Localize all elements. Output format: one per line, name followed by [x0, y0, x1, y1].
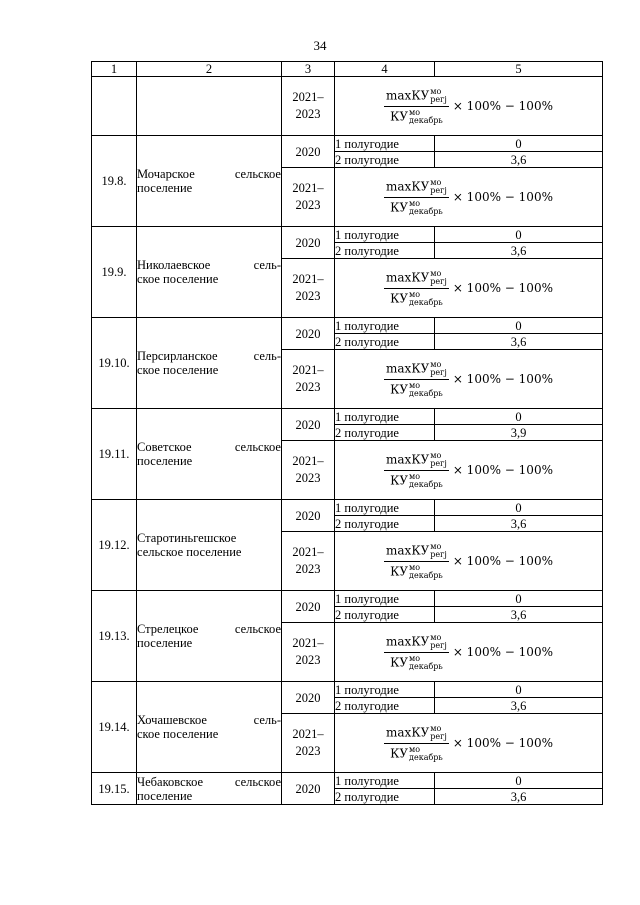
year-cell: 2021– 2023	[282, 532, 335, 591]
formula-cell	[335, 77, 603, 136]
growth-formula	[335, 714, 602, 772]
settlement-name-line: сельское поселение	[137, 545, 242, 559]
half-year-label: 1 полугодие	[335, 227, 435, 243]
denominator-sup: мо	[409, 653, 421, 663]
denominator-sub: декабрь	[409, 297, 443, 307]
half-year-value: 3,6	[435, 152, 603, 168]
numerator-base: maxКУ	[386, 88, 430, 102]
table-row	[92, 227, 603, 243]
numerator-base: maxКУ	[386, 543, 430, 557]
numerator-sup: мо	[430, 541, 442, 551]
denominator-base: КУ	[390, 473, 409, 487]
half-year-value: 3,6	[435, 698, 603, 714]
settlement-name-line: Старотиньгешское	[137, 531, 237, 545]
formula-numerator	[384, 270, 449, 289]
numerator-base: maxКУ	[386, 452, 430, 466]
numerator-sup: мо	[430, 450, 442, 460]
half-year-label: 1 полугодие	[335, 409, 435, 425]
denominator-sup: мо	[409, 107, 421, 117]
table-row	[92, 500, 603, 516]
formula-fraction	[384, 88, 449, 125]
half-year-value: 0	[435, 318, 603, 334]
formula-fraction	[384, 634, 449, 671]
table-row	[92, 77, 603, 136]
settlement-name-line: Хочашевское сель-	[137, 713, 281, 727]
half-year-label: 2 полугодие	[335, 425, 435, 441]
row-number-cell: 19.11.	[92, 409, 137, 500]
year-cell: 2020	[282, 591, 335, 623]
half-year-value: 0	[435, 227, 603, 243]
row-number-cell: 19.14.	[92, 682, 137, 773]
table-row	[92, 409, 603, 425]
formula-denominator	[388, 289, 445, 307]
formula-cell	[335, 168, 603, 227]
formula-fraction	[384, 452, 449, 489]
formula-fraction	[384, 270, 449, 307]
year-cell: 2020	[282, 136, 335, 168]
half-year-label: 2 полугодие	[335, 516, 435, 532]
formula-numerator	[384, 452, 449, 471]
row-number-cell: 19.9.	[92, 227, 137, 318]
formula-numerator	[384, 88, 449, 107]
settlement-name-cell	[137, 682, 282, 773]
year-cell: 2020	[282, 773, 335, 805]
growth-formula	[335, 77, 602, 135]
formula-cell	[335, 259, 603, 318]
half-year-label: 2 полугодие	[335, 607, 435, 623]
half-year-label: 1 полугодие	[335, 500, 435, 516]
settlement-name-line: ское поселение	[137, 727, 219, 741]
formula-numerator	[384, 725, 449, 744]
settlement-name-cell	[137, 591, 282, 682]
half-year-label: 2 полугодие	[335, 152, 435, 168]
table-row	[92, 318, 603, 334]
numerator-indices	[430, 452, 447, 468]
formula-denominator	[388, 562, 445, 580]
settlement-name-cell	[137, 318, 282, 409]
header-cell: 5	[435, 62, 603, 77]
settlement-name-line: Чебаковское сельское	[137, 774, 281, 789]
denominator-sup: мо	[409, 471, 421, 481]
denominator-indices	[409, 655, 443, 671]
numerator-base: maxКУ	[386, 361, 430, 375]
formula-fraction	[384, 361, 449, 398]
denominator-base: КУ	[390, 746, 409, 760]
settlement-name-line: Николаевское сель-	[137, 258, 281, 272]
year-cell: 2021– 2023	[282, 623, 335, 682]
half-year-value: 3,6	[435, 789, 603, 805]
half-year-value: 0	[435, 682, 603, 698]
row-number-cell: 19.8.	[92, 136, 137, 227]
settlement-name-line: поселение	[137, 636, 193, 650]
header-row	[92, 62, 603, 77]
denominator-base: КУ	[390, 200, 409, 214]
half-year-label: 1 полугодие	[335, 682, 435, 698]
year-cell: 2020	[282, 682, 335, 714]
numerator-sup: мо	[430, 359, 442, 369]
denominator-sup: мо	[409, 289, 421, 299]
formula-numerator	[384, 361, 449, 380]
settlement-name-line: Персирланское сель-	[137, 349, 281, 363]
formula-cell	[335, 441, 603, 500]
numerator-indices	[430, 543, 447, 559]
settlement-name-cell	[137, 500, 282, 591]
numerator-sub: регj	[430, 185, 447, 195]
growth-formula	[335, 350, 602, 408]
denominator-indices	[409, 109, 443, 125]
year-cell: 2021– 2023	[282, 714, 335, 773]
year-cell: 2021– 2023	[282, 77, 335, 136]
denominator-indices	[409, 746, 443, 762]
row-number-cell: 19.15.	[92, 773, 137, 805]
numerator-indices	[430, 270, 447, 286]
year-cell: 2021– 2023	[282, 259, 335, 318]
half-year-value: 0	[435, 591, 603, 607]
half-year-value: 0	[435, 409, 603, 425]
numerator-base: maxКУ	[386, 725, 430, 739]
settlement-name-cell	[137, 136, 282, 227]
denominator-sub: декабрь	[409, 479, 443, 489]
settlement-name-cell	[137, 77, 282, 136]
formula-tail: × 100% − 100%	[452, 736, 553, 750]
formula-denominator	[388, 107, 445, 125]
formula-tail: × 100% − 100%	[452, 99, 553, 113]
table-row	[92, 682, 603, 698]
denominator-sub: декабрь	[409, 388, 443, 398]
settlement-name-line: поселение	[137, 181, 193, 195]
numerator-sub: регj	[430, 367, 447, 377]
table-row	[92, 591, 603, 607]
numerator-sub: регj	[430, 549, 447, 559]
denominator-sub: декабрь	[409, 661, 443, 671]
settlement-name-cell	[137, 227, 282, 318]
numerator-sup: мо	[430, 86, 442, 96]
page-number: 34	[313, 38, 327, 53]
settlement-name-line: Советское сельское	[137, 440, 281, 454]
formula-numerator	[384, 543, 449, 562]
denominator-sup: мо	[409, 198, 421, 208]
growth-formula	[335, 623, 602, 681]
year-cell: 2021– 2023	[282, 168, 335, 227]
numerator-sup: мо	[430, 177, 442, 187]
row-number-cell	[92, 77, 137, 136]
denominator-sub: декабрь	[409, 115, 443, 125]
formula-numerator	[384, 634, 449, 653]
numerator-indices	[430, 361, 447, 377]
header-cell: 4	[335, 62, 435, 77]
formula-numerator	[384, 179, 449, 198]
formula-denominator	[388, 198, 445, 216]
numerator-base: maxКУ	[386, 634, 430, 648]
formula-tail: × 100% − 100%	[452, 554, 553, 568]
half-year-value: 3,6	[435, 334, 603, 350]
settlement-name-cell	[137, 773, 282, 805]
growth-formula	[335, 168, 602, 226]
half-year-label: 1 полугодие	[335, 591, 435, 607]
table-row	[92, 136, 603, 152]
numerator-sub: регj	[430, 94, 447, 104]
year-cell: 2020	[282, 409, 335, 441]
denominator-base: КУ	[390, 109, 409, 123]
year-cell: 2021– 2023	[282, 350, 335, 409]
numerator-indices	[430, 179, 447, 195]
settlement-name-line: Стрелецкое сельское	[137, 622, 281, 636]
formula-tail: × 100% − 100%	[452, 645, 553, 659]
formula-fraction	[384, 179, 449, 216]
numerator-indices	[430, 634, 447, 650]
growth-formula	[335, 259, 602, 317]
numerator-sup: мо	[430, 268, 442, 278]
numerator-sub: регj	[430, 276, 447, 286]
row-number-cell: 19.13.	[92, 591, 137, 682]
denominator-sub: декабрь	[409, 570, 443, 580]
numerator-base: maxКУ	[386, 179, 430, 193]
denominator-sup: мо	[409, 380, 421, 390]
table-row	[92, 773, 603, 789]
formula-tail: × 100% − 100%	[452, 463, 553, 477]
half-year-value: 0	[435, 773, 603, 789]
formula-denominator	[388, 471, 445, 489]
settlement-name-line: Мочарское сельское	[137, 167, 281, 181]
year-cell: 2020	[282, 318, 335, 350]
formula-fraction	[384, 543, 449, 580]
growth-formula	[335, 532, 602, 590]
half-year-value: 3,9	[435, 425, 603, 441]
growth-formula	[335, 441, 602, 499]
formula-cell	[335, 532, 603, 591]
numerator-sup: мо	[430, 723, 442, 733]
denominator-base: КУ	[390, 382, 409, 396]
half-year-value: 0	[435, 136, 603, 152]
formula-cell	[335, 714, 603, 773]
denominator-base: КУ	[390, 291, 409, 305]
denominator-indices	[409, 564, 443, 580]
denominator-indices	[409, 382, 443, 398]
numerator-sub: регj	[430, 458, 447, 468]
formula-fraction	[384, 725, 449, 762]
denominator-indices	[409, 200, 443, 216]
row-number-cell: 19.12.	[92, 500, 137, 591]
settlement-name-line: ское поселение	[137, 363, 219, 377]
denominator-base: КУ	[390, 655, 409, 669]
table-body	[92, 62, 603, 805]
half-year-label: 2 полугодие	[335, 698, 435, 714]
denominator-sub: декабрь	[409, 752, 443, 762]
half-year-value: 3,6	[435, 516, 603, 532]
half-year-label: 1 полугодие	[335, 318, 435, 334]
half-year-value: 3,6	[435, 243, 603, 259]
numerator-sup: мо	[430, 632, 442, 642]
denominator-indices	[409, 291, 443, 307]
settlement-name-line: поселение	[137, 788, 193, 803]
formula-denominator	[388, 380, 445, 398]
year-cell: 2021– 2023	[282, 441, 335, 500]
half-year-label: 1 полугодие	[335, 136, 435, 152]
tariff-table	[91, 61, 603, 805]
formula-cell	[335, 623, 603, 682]
header-cell: 3	[282, 62, 335, 77]
formula-tail: × 100% − 100%	[452, 281, 553, 295]
formula-tail: × 100% − 100%	[452, 372, 553, 386]
numerator-base: maxКУ	[386, 270, 430, 284]
half-year-label: 2 полугодие	[335, 243, 435, 259]
denominator-indices	[409, 473, 443, 489]
numerator-sub: регj	[430, 640, 447, 650]
denominator-base: КУ	[390, 564, 409, 578]
half-year-label: 2 полугодие	[335, 789, 435, 805]
header-cell: 2	[137, 62, 282, 77]
numerator-indices	[430, 88, 447, 104]
half-year-value: 3,6	[435, 607, 603, 623]
year-cell: 2020	[282, 227, 335, 259]
half-year-label: 1 полугодие	[335, 773, 435, 789]
formula-tail: × 100% − 100%	[452, 190, 553, 204]
denominator-sup: мо	[409, 562, 421, 572]
settlement-name-line: поселение	[137, 454, 193, 468]
denominator-sub: декабрь	[409, 206, 443, 216]
settlement-name-line: ское поселение	[137, 272, 219, 286]
formula-cell	[335, 350, 603, 409]
year-cell: 2020	[282, 500, 335, 532]
denominator-sup: мо	[409, 744, 421, 754]
numerator-indices	[430, 725, 447, 741]
numerator-sub: регj	[430, 731, 447, 741]
half-year-value: 0	[435, 500, 603, 516]
settlement-name-cell	[137, 409, 282, 500]
half-year-label: 2 полугодие	[335, 334, 435, 350]
formula-denominator	[388, 653, 445, 671]
header-cell: 1	[92, 62, 137, 77]
row-number-cell: 19.10.	[92, 318, 137, 409]
formula-denominator	[388, 744, 445, 762]
